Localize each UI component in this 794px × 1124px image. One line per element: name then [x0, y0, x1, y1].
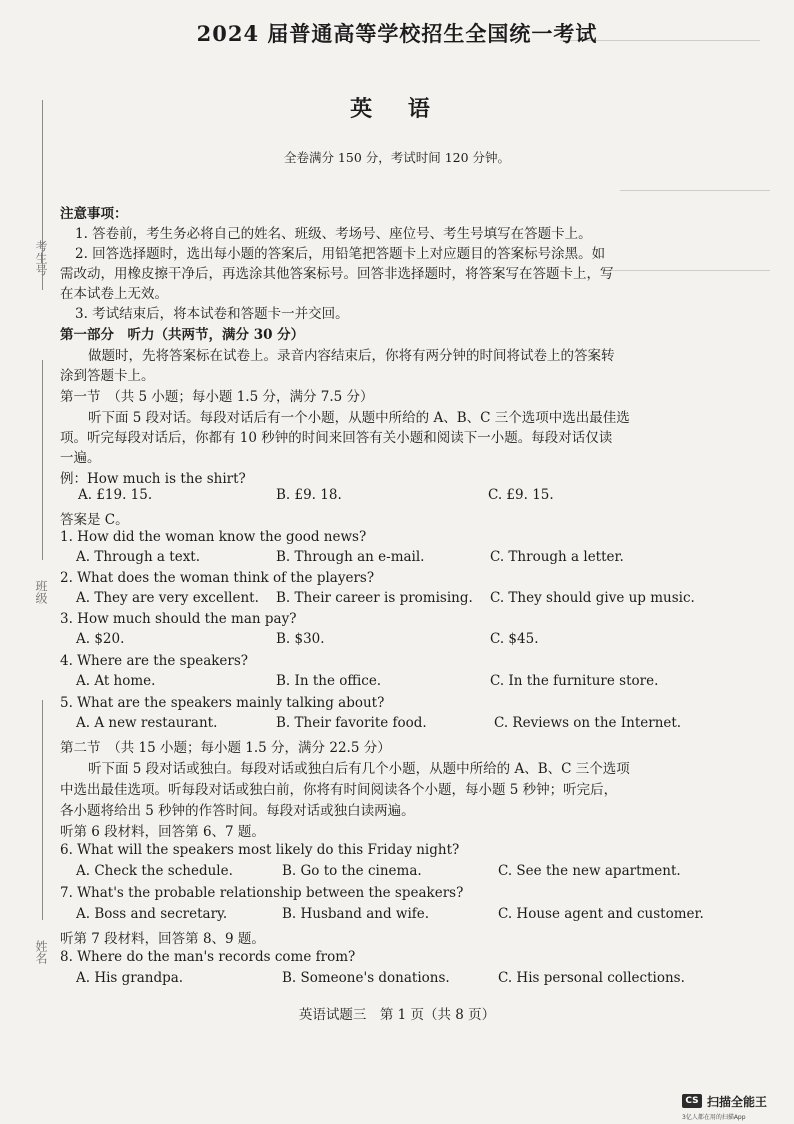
question: 2. What does the woman think of the players? [60, 570, 375, 586]
option-a: A. $20. [76, 631, 125, 647]
example-option-a: A. £19. 15. [78, 487, 153, 503]
side-label-seat: 考生号 [34, 240, 48, 276]
option-b: B. In the office. [276, 673, 382, 689]
note-item: 需改动，用橡皮擦干净后，再选涂其他答案标号。回答非选择题时，将答案写在答题卡上，写 [60, 266, 614, 282]
question: 5. What are the speakers mainly talking about? [60, 695, 385, 711]
notes-heading: 注意事项： [60, 206, 128, 222]
scan-artifact [600, 270, 770, 271]
option-a: A. Boss and secretary. [76, 906, 228, 922]
part1-heading: 第一部分 听力（共两节，满分 30 分） [60, 327, 305, 343]
option-c: C. Through a letter. [490, 549, 624, 565]
note-item: 3. 考试结束后，将本试卷和答题卡一并交回。 [75, 306, 349, 322]
section1-instructions: 项。听完每段对话后，你都有 10 秒钟的时间来回答有关小题和阅读下一小题。每段对话仅读 [60, 430, 613, 446]
question: 7. What's the probable relationship between the speakers? [60, 885, 464, 901]
option-b: B. $30. [276, 631, 325, 647]
option-c: C. Reviews on the Internet. [494, 715, 682, 731]
section1-instructions: 听下面 5 段对话。每段对话后有一个小题，从题中所给的 A、B、C 三个选项中选出最佳选 [88, 410, 630, 426]
part1-intro: 涂到答题卡上。 [60, 368, 155, 384]
material-note: 听第 6 段材料，回答第 6、7 题。 [60, 824, 265, 840]
option-b: B. Through an e-mail. [276, 549, 425, 565]
option-a: A. His grandpa. [76, 970, 184, 986]
side-label-class: 班级 [34, 580, 48, 604]
exam-title: 2024 届普通高等学校招生全国统一考试 [196, 21, 598, 46]
question: 8. Where do the man's records come from? [60, 949, 356, 965]
section2-instructions: 各小题将给出 5 秒钟的作答时间。每段对话或独白读两遍。 [60, 803, 415, 819]
scanner-logo-icon: CS [682, 1094, 702, 1108]
option-a: A. At home. [76, 673, 156, 689]
binding-line [42, 360, 43, 560]
part1-intro: 做题时，先将答案标在试卷上。录音内容结束后，你将有两分钟的时间将试卷上的答案转 [88, 348, 615, 364]
example-option-b: B. £9. 18. [276, 487, 342, 503]
question: 3. How much should the man pay? [60, 611, 297, 627]
option-a: A. Through a text. [76, 549, 201, 565]
section2-heading: 第二节 （共 15 小题；每小题 1.5 分，满分 22.5 分） [60, 740, 391, 756]
scanner-name: 扫描全能王 [707, 1095, 768, 1109]
option-b: B. Go to the cinema. [282, 863, 422, 879]
example-option-c: C. £9. 15. [488, 487, 554, 503]
page-footer: 英语试题三 第 1 页（共 8 页） [298, 1007, 496, 1023]
option-b: B. Someone's donations. [282, 970, 450, 986]
example-question: 例：How much is the shirt? [60, 471, 246, 487]
option-c: C. His personal collections. [498, 970, 685, 986]
option-c: C. They should give up music. [490, 590, 695, 606]
binding-line [42, 700, 43, 920]
side-label-name: 姓名 [34, 940, 48, 964]
note-item: 2. 回答选择题时，选出每小题的答案后，用铅笔把答题卡上对应题目的答案标号涂黑。如 [75, 246, 606, 262]
option-b: B. Their favorite food. [276, 715, 427, 731]
question: 4. Where are the speakers? [60, 653, 249, 669]
option-c: C. See the new apartment. [498, 863, 681, 879]
option-c: C. $45. [490, 631, 539, 647]
note-item: 在本试卷上无效。 [60, 286, 168, 302]
note-item: 1. 答卷前，考生务必将自己的姓名、班级、考场号、座位号、考生号填写在答题卡上。 [75, 226, 592, 242]
question: 1. How did the woman know the good news? [60, 529, 367, 545]
material-note: 听第 7 段材料，回答第 8、9 题。 [60, 931, 265, 947]
option-a: A. They are very excellent. [76, 590, 259, 606]
score-note: 全卷满分 150 分，考试时间 120 分钟。 [283, 150, 511, 165]
option-a: A. Check the schedule. [76, 863, 233, 879]
scanner-tagline: 3亿人都在用的扫描App [682, 1114, 746, 1121]
scan-artifact [620, 190, 770, 191]
question: 6. What will the speakers most likely do this Friday night? [60, 842, 460, 858]
option-c: C. In the furniture store. [490, 673, 659, 689]
option-a: A. A new restaurant. [76, 715, 218, 731]
option-b: B. Their career is promising. [276, 590, 473, 606]
section1-instructions: 一遍。 [60, 450, 101, 466]
section2-instructions: 中选出最佳选项。听每段对话或独白前，你将有时间阅读各个小题，每小题 5 秒钟；听完后， [60, 782, 618, 798]
example-answer: 答案是 C。 [60, 512, 129, 528]
option-b: B. Husband and wife. [282, 906, 430, 922]
option-c: C. House agent and customer. [498, 906, 704, 922]
section2-instructions: 听下面 5 段对话或独白。每段对话或独白后有几个小题，从题中所给的 A、B、C 三个选项 [88, 761, 630, 777]
section1-heading: 第一节 （共 5 小题；每小题 1.5 分，满分 7.5 分） [60, 389, 374, 405]
subject-title: 英 语 [350, 96, 444, 122]
